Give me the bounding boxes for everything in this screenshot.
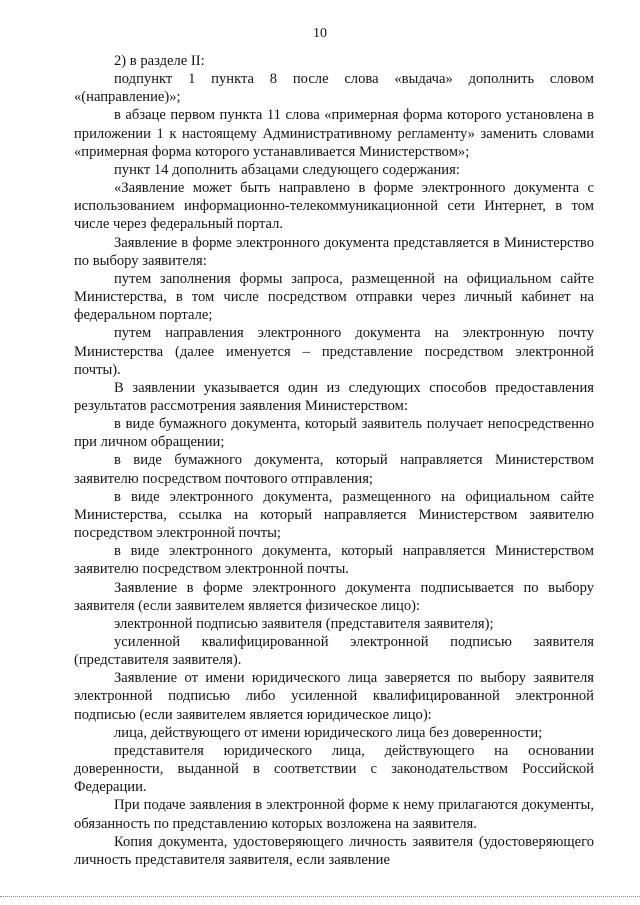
paragraph: в абзаце первом пункта 11 слова «примерная форма которого установлена в приложении 1 к настоящему Административному регламенту» заменить словами «примерная форма которого устанавливается Министерством»; <box>74 107 594 160</box>
paragraph: электронной подписью заявителя (представителя заявителя); <box>114 615 494 632</box>
paragraph: В заявлении указывается один из следующих способов предоставления результатов рассмотрения заявления Министерством: <box>74 379 594 414</box>
scan-edge-line <box>0 896 640 897</box>
paragraph: Копия документа, удостоверяющего личность заявителя (удостоверяющего личность представителя заявителя, если заявление <box>74 833 594 868</box>
paragraph: в виде бумажного документа, который направляется Министерством заявителю посредством почтового отправления; <box>74 452 594 487</box>
paragraph: в виде бумажного документа, который заявитель получает непосредственно при личном обращении; <box>74 416 594 451</box>
paragraph: представителя юридического лица, действующего на основании доверенности, выданной в соответствии с законодательством Российской Федерации. <box>74 742 594 796</box>
paragraph: Заявление в форме электронного документа представляется в Министерство по выбору заявителя: <box>74 234 594 269</box>
paragraph: в виде электронного документа, который направляется Министерством заявителю посредством электронной почты. <box>74 543 594 578</box>
paragraph: усиленной квалифицированной электронной подписью заявителя (представителя заявителя). <box>74 634 594 669</box>
paragraph: путем направления электронного документа на электронную почту Министерства (далее именуется – представление посредством электронной почты). <box>74 325 594 378</box>
paragraph: Заявление в форме электронного документа подписывается по выбору заявителя (если заявителем является физическое лицо): <box>74 579 594 614</box>
paragraph: путем заполнения формы запроса, размещенной на официальном сайте Министерства, в том числе посредством отправки через личный кабинет на федеральном портале; <box>74 270 594 324</box>
paragraph: в виде электронного документа, размещенного на официальном сайте Министерства, ссылка на который направляется Министерством заявителю посредством электронной почты; <box>74 488 594 542</box>
paragraph-section-heading: 2) в разделе II: <box>114 53 205 69</box>
paragraph: Заявление от имени юридического лица заверяется по выбору заявителя электронной подписью либо усиленной квалифицированной электронной подписью (если заявителем является юридическое лицо): <box>74 670 594 723</box>
paragraph: пункт 14 дополнить абзацами следующего содержания: <box>114 161 460 178</box>
paragraph: лица, действующего от имени юридического лица без доверенности; <box>114 724 543 741</box>
document-body <box>74 52 594 869</box>
page-number: 10 <box>313 26 327 41</box>
paragraph: При подаче заявления в электронной форме к нему прилагаются документы, обязанность по представлению которых возложена на заявителя. <box>74 797 594 832</box>
paragraph: «Заявление может быть направлено в форме электронного документа с использованием информационно-телекоммуникационной сети Интернет, в том числе через федеральный портал. <box>74 180 594 233</box>
paragraph: подпункт 1 пункта 8 после слова «выдача» дополнить словом «(направление)»; <box>74 71 594 106</box>
